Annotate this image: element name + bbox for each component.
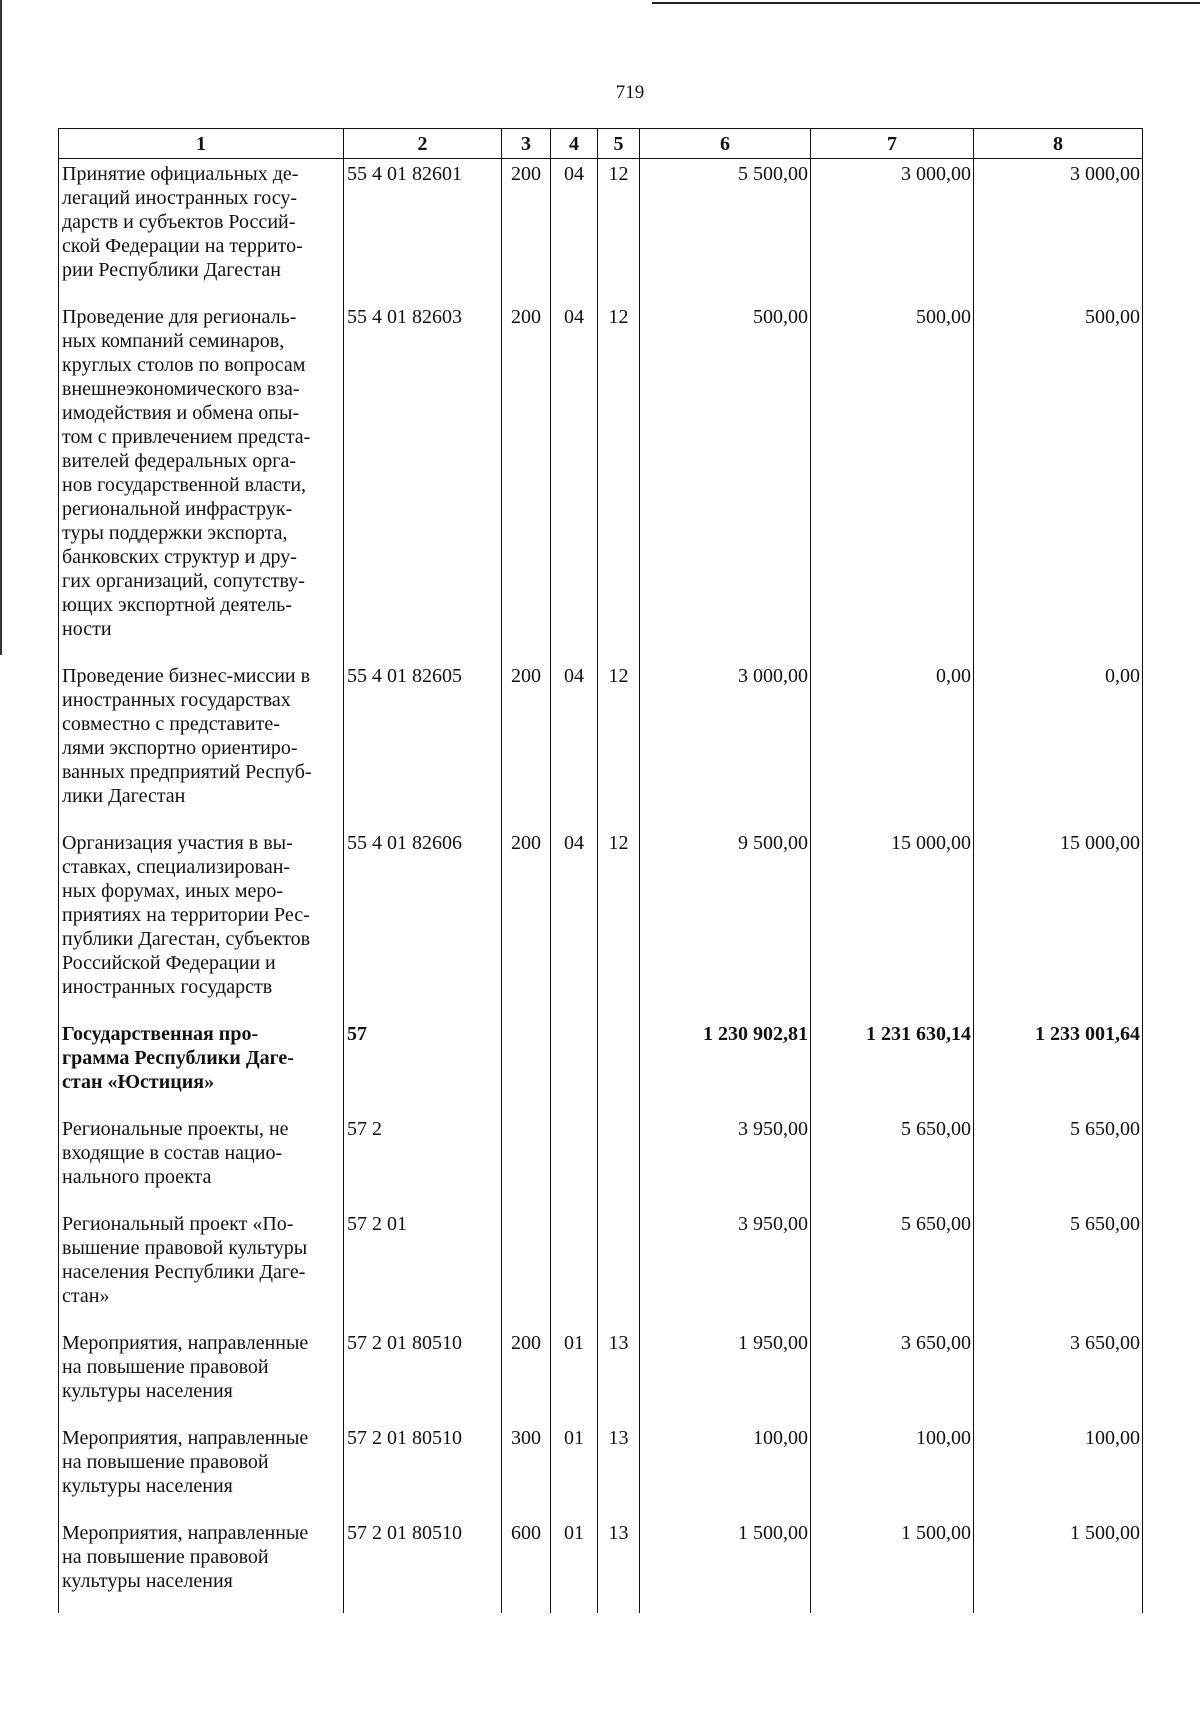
amount-col7-cell: 5 650,00 — [811, 1114, 974, 1209]
description-cell: Мероприятия, направленные на повышение правовой культуры населения — [59, 1328, 344, 1423]
amount-col8-cell: 500,00 — [974, 302, 1143, 661]
amount-col6-cell: 5 500,00 — [640, 159, 811, 303]
page-number: 719 — [615, 82, 645, 103]
col4-cell — [551, 1209, 598, 1328]
description-cell: Региональные проекты, не входящие в состав нацио- нального проекта — [59, 1114, 344, 1209]
table-row — [59, 1423, 1143, 1518]
col5-cell: 12 — [598, 828, 640, 1019]
amount-col8-cell: 3 650,00 — [974, 1328, 1143, 1423]
col4-cell: 01 — [551, 1328, 598, 1423]
col4-cell: 01 — [551, 1423, 598, 1518]
amount-col7-cell: 100,00 — [811, 1423, 974, 1518]
col3-cell: 200 — [502, 661, 551, 828]
col3-cell: 200 — [502, 302, 551, 661]
amount-col6-cell: 1 950,00 — [640, 1328, 811, 1423]
col3-cell: 200 — [502, 159, 551, 303]
col5-cell: 13 — [598, 1518, 640, 1613]
table-body — [59, 159, 1143, 1614]
header-col-6: 6 — [640, 129, 811, 159]
amount-col6-cell: 1 500,00 — [640, 1518, 811, 1613]
table-row — [59, 661, 1143, 828]
amount-col6-cell: 3 950,00 — [640, 1209, 811, 1328]
code-cell: 55 4 01 82605 — [344, 661, 502, 828]
amount-col7-cell: 1 500,00 — [811, 1518, 974, 1613]
table-row — [59, 1518, 1143, 1613]
top-edge-rule — [652, 2, 1200, 4]
amount-col8-cell: 0,00 — [974, 661, 1143, 828]
description-cell: Государственная про- грамма Республики Даге- стан «Юстиция» — [59, 1019, 344, 1114]
amount-col8-cell: 1 233 001,64 — [974, 1019, 1143, 1114]
amount-col7-cell: 1 231 630,14 — [811, 1019, 974, 1114]
code-cell: 55 4 01 82603 — [344, 302, 502, 661]
col3-cell: 300 — [502, 1423, 551, 1518]
amount-col6-cell: 500,00 — [640, 302, 811, 661]
table-row — [59, 159, 1143, 303]
description-cell: Проведение бизнес-миссии в иностранных государствах совместно с представите- лями экспортно ориентиро- ванных предприятий Респуб- лики Дагестан — [59, 661, 344, 828]
col4-cell: 04 — [551, 302, 598, 661]
amount-col8-cell: 3 000,00 — [974, 159, 1143, 303]
table-row — [59, 302, 1143, 661]
col4-cell: 04 — [551, 661, 598, 828]
amount-col8-cell: 15 000,00 — [974, 828, 1143, 1019]
amount-col6-cell: 100,00 — [640, 1423, 811, 1518]
col4-cell: 04 — [551, 828, 598, 1019]
description-cell: Региональный проект «По- вышение правовой культуры населения Республики Даге- стан» — [59, 1209, 344, 1328]
description-cell: Принятие официальных де- легаций иностранных госу- дарств и субъектов Россий- ской Федерации на террито- рии Республики Дагестан — [59, 159, 344, 303]
col5-cell: 13 — [598, 1328, 640, 1423]
amount-col6-cell: 1 230 902,81 — [640, 1019, 811, 1114]
amount-col8-cell: 5 650,00 — [974, 1114, 1143, 1209]
amount-col7-cell: 3 650,00 — [811, 1328, 974, 1423]
code-cell: 57 2 01 80510 — [344, 1423, 502, 1518]
header-col-4: 4 — [551, 129, 598, 159]
code-cell: 55 4 01 82601 — [344, 159, 502, 303]
col4-cell — [551, 1114, 598, 1209]
description-cell: Организация участия в вы- ставках, специализирован- ных форумах, иных меро- приятиях на территории Рес- публики Дагестан, субъектов Российской Федерации и иностранных государств — [59, 828, 344, 1019]
table-row — [59, 1209, 1143, 1328]
col5-cell: 13 — [598, 1423, 640, 1518]
col5-cell: 12 — [598, 159, 640, 303]
budget-table — [58, 128, 1143, 1613]
code-cell: 55 4 01 82606 — [344, 828, 502, 1019]
table-row — [59, 1114, 1143, 1209]
col3-cell — [502, 1019, 551, 1114]
amount-col8-cell: 100,00 — [974, 1423, 1143, 1518]
amount-col8-cell: 1 500,00 — [974, 1518, 1143, 1613]
header-col-2: 2 — [344, 129, 502, 159]
amount-col6-cell: 9 500,00 — [640, 828, 811, 1019]
col5-cell — [598, 1114, 640, 1209]
code-cell: 57 2 01 80510 — [344, 1328, 502, 1423]
amount-col7-cell: 500,00 — [811, 302, 974, 661]
amount-col6-cell: 3 950,00 — [640, 1114, 811, 1209]
header-col-7: 7 — [811, 129, 974, 159]
col5-cell — [598, 1019, 640, 1114]
description-cell: Мероприятия, направленные на повышение правовой культуры населения — [59, 1518, 344, 1613]
header-col-8: 8 — [974, 129, 1143, 159]
table-row — [59, 828, 1143, 1019]
col3-cell: 200 — [502, 1328, 551, 1423]
col4-cell: 01 — [551, 1518, 598, 1613]
amount-col7-cell: 0,00 — [811, 661, 974, 828]
col5-cell — [598, 1209, 640, 1328]
col3-cell — [502, 1114, 551, 1209]
table-row — [59, 1328, 1143, 1423]
description-cell: Мероприятия, направленные на повышение правовой культуры населения — [59, 1423, 344, 1518]
code-cell: 57 — [344, 1019, 502, 1114]
col4-cell — [551, 1019, 598, 1114]
table-row — [59, 1019, 1143, 1114]
col5-cell: 12 — [598, 661, 640, 828]
amount-col7-cell: 15 000,00 — [811, 828, 974, 1019]
col5-cell: 12 — [598, 302, 640, 661]
col3-cell — [502, 1209, 551, 1328]
description-cell: Проведение для региональ- ных компаний семинаров, круглых столов по вопросам внешнеэкономического вза- имодействия и обмена опы- том с привлечением предста- вителей федеральных орга- нов государственной власти, региональной инфраструк- туры поддержки экспорта, банковских структур и дру- гих организаций, сопутству- ющих экспортной деятель- ности — [59, 302, 344, 661]
header-row — [59, 129, 1143, 159]
amount-col7-cell: 5 650,00 — [811, 1209, 974, 1328]
code-cell: 57 2 01 80510 — [344, 1518, 502, 1613]
col3-cell: 200 — [502, 828, 551, 1019]
amount-col6-cell: 3 000,00 — [640, 661, 811, 828]
header-col-5: 5 — [598, 129, 640, 159]
amount-col7-cell: 3 000,00 — [811, 159, 974, 303]
header-col-3: 3 — [502, 129, 551, 159]
amount-col8-cell: 5 650,00 — [974, 1209, 1143, 1328]
code-cell: 57 2 01 — [344, 1209, 502, 1328]
col3-cell: 600 — [502, 1518, 551, 1613]
col4-cell: 04 — [551, 159, 598, 303]
code-cell: 57 2 — [344, 1114, 502, 1209]
header-col-1: 1 — [59, 129, 344, 159]
